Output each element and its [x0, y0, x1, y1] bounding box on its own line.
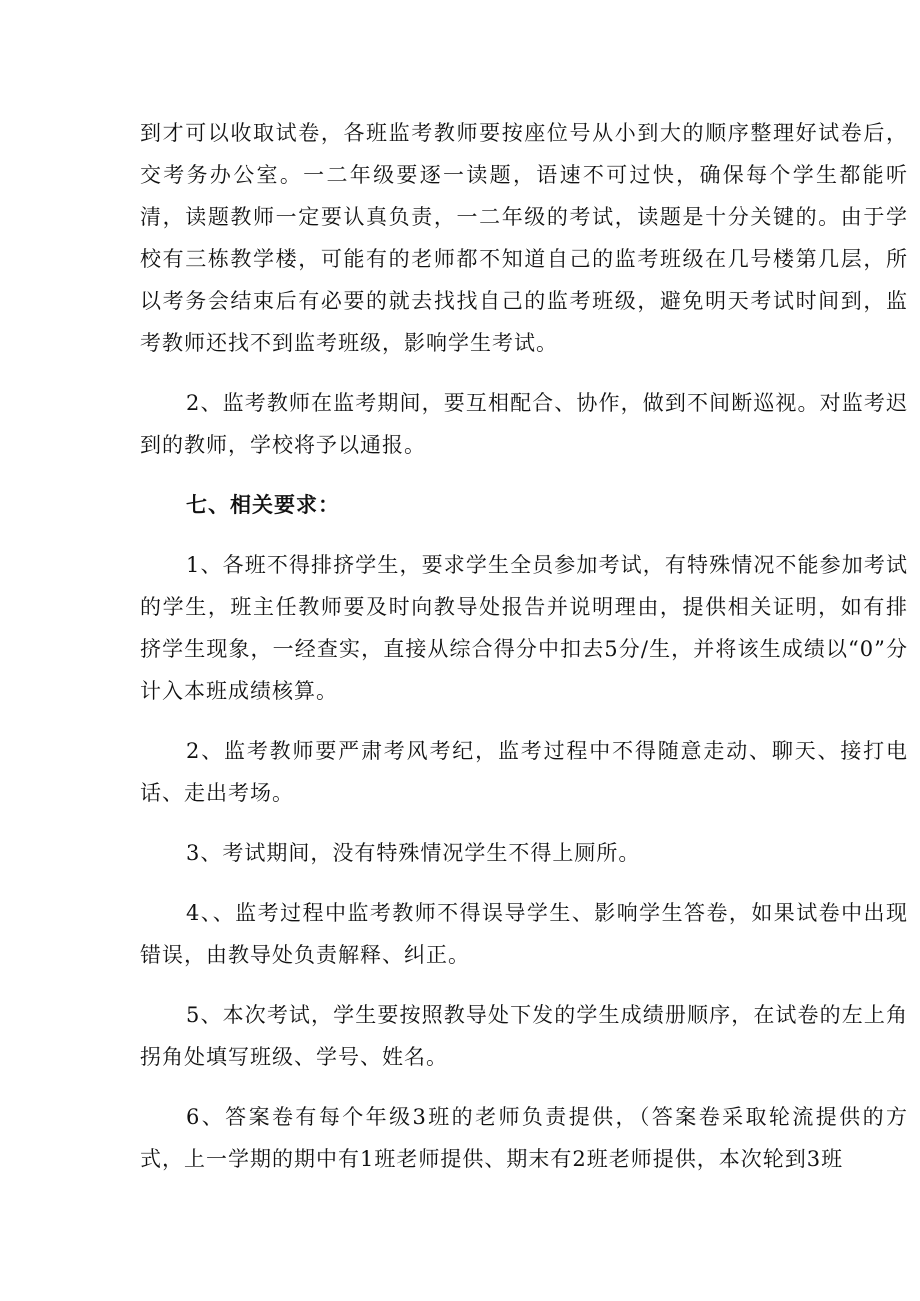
document-page [140, 112, 908, 1198]
paragraph-requirement-5: 5、本次考试，学生要按照教导处下发的学生成绩册顺序，在试卷的左上角拐角处填写班级、学号、姓名。 [140, 1003, 908, 1069]
paragraph-invigilator-collection: 到才可以收取试卷，各班监考教师要按座位号从小到大的顺序整理好试卷后，交考务办公室。一二年级要逐一读题，语速不可过快，确保每个学生都能听清，读题教师一定要认真负责，一二年级的考试，读题是十分关键的。由于学校有三栋教学楼，可能有的老师都不知道自己的监考班级在几号楼第几层，所以考务会结束后有必要的就去找找自己的监考班级，避免明天考试时间到，监考教师还找不到监考班级，影响学生考试。 [140, 121, 908, 355]
paragraph-requirement-2: 2、监考教师要严肃考风考纪，监考过程中不得随意走动、聊天、接打电话、走出考场。 [140, 739, 908, 805]
paragraph-invigilator-cooperation: 2、监考教师在监考期间，要互相配合、协作，做到不间断巡视。对监考迟到的教师，学校将予以通报。 [140, 391, 908, 457]
paragraph-requirement-1: 1、各班不得排挤学生，要求学生全员参加考试，有特殊情况不能参加考试的学生，班主任教师要及时向教导处报告并说明理由，提供相关证明，如有排挤学生现象，一经查实，直接从综合得分中扣去5分/生，并将该生成绩以“0”分计入本班成绩核算。 [140, 553, 908, 703]
paragraph-requirement-6: 6、答案卷有每个年级3班的老师负责提供，（答案卷采取轮流提供的方式，上一学期的期中有1班老师提供、期末有2班老师提供，本次轮到3班 [140, 1105, 908, 1171]
section-heading-requirements: 七、相关要求： [186, 492, 340, 517]
paragraph-requirement-3: 3、考试期间，没有特殊情况学生不得上厕所。 [186, 841, 641, 865]
paragraph-requirement-4: 4、、监考过程中监考教师不得误导学生、影响学生答卷，如果试卷中出现错误，由教导处负责解释、纠正。 [140, 901, 908, 967]
